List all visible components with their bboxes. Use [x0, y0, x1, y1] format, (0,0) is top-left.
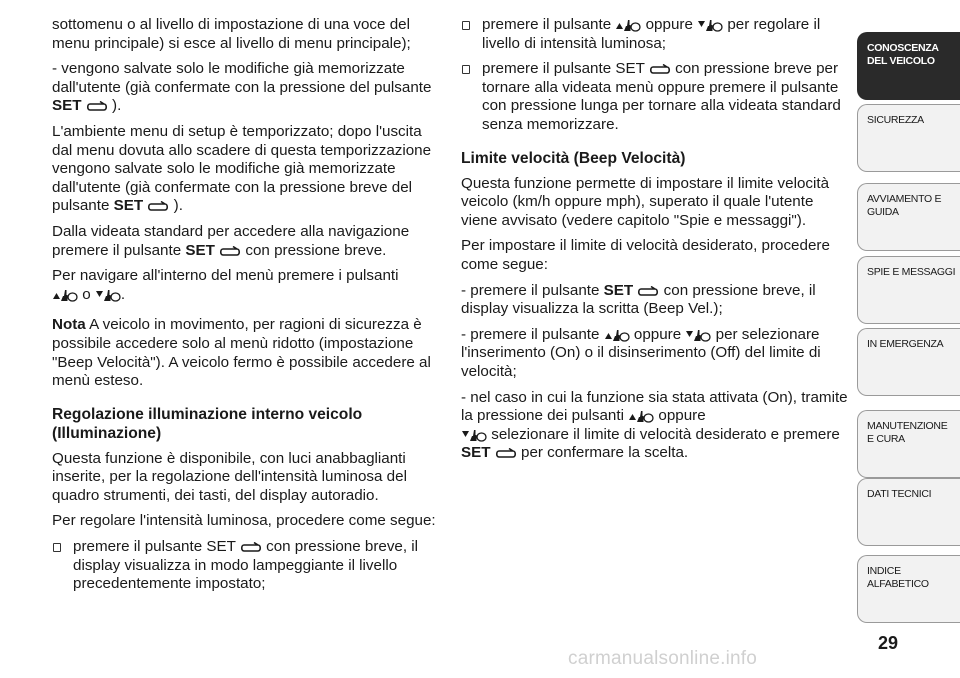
list-item: premere il pulsante SET con pressione breve per tornare alla videata menù oppure premere il pulsante con pressione lunga per tornare alla videata standard senza memorizzare.	[461, 60, 849, 134]
set-label: SET	[113, 197, 144, 215]
tab-sicurezza[interactable]: SICUREZZA	[857, 104, 960, 172]
set-return-arrow-icon	[86, 101, 108, 113]
bullet-box-icon	[462, 21, 470, 30]
up-button-icon	[52, 286, 78, 302]
set-label: SET	[603, 281, 634, 299]
tab-in-emergenza[interactable]: IN EMERGENZA	[857, 328, 960, 396]
set-return-arrow-icon	[219, 246, 241, 258]
paragraph: - vengono salvate solo le modifiche già memorizzate dall'utente (già confermate con la pressione del pulsante SET ).	[52, 60, 432, 115]
left-column	[52, 16, 437, 601]
paragraph: Per navigare all'interno del menù premere i pulsanti o .	[52, 267, 399, 303]
paragraph: Dalla videata standard per accedere alla navigazione	[52, 222, 410, 240]
paragraph: - nel caso in cui la funzione sia stata attivata (On), tramite la pressione dei pulsanti oppure selezionare il limite di velocità desiderato e premere SET per confermare la scelta.	[461, 388, 848, 462]
set-label: SET	[52, 97, 82, 115]
paragraph: sottomenu o al livello di impostazione di una voce del menu principale) si esce al livello di menu principale);	[52, 16, 411, 52]
chapter-sidebar	[856, 0, 960, 678]
paragraph: Questa funzione è disponibile, con luci anabbaglianti inserite, per la regolazione dell'intensità luminosa del quadro strumenti, dei tasti, del display autoradio.	[52, 449, 407, 504]
down-button-icon	[697, 16, 723, 32]
note-label: Nota	[52, 316, 86, 334]
down-button-icon	[685, 326, 711, 342]
down-button-icon	[95, 286, 121, 302]
paragraph: - premere il pulsante SET con pressione breve, il display visualizza la scritta (Beep Vel.);	[461, 281, 816, 318]
up-button-icon	[615, 16, 641, 32]
up-button-icon	[628, 407, 654, 423]
paragraph: Questa funzione permette di impostare il limite velocità veicolo (km/h oppure mph), superato il quale l'utente viene avvisato (vedere capitolo "Spie e messaggi").	[461, 174, 830, 229]
tab-manutenzione-e-cura[interactable]: MANUTENZIONE E CURA	[857, 410, 960, 478]
tab-dati-tecnici[interactable]: DATI TECNICI	[857, 478, 960, 546]
section-heading-illumination: Regolazione illuminazione interno veicolo (Illuminazione)	[52, 405, 363, 442]
paragraph: Per impostare il limite di velocità desiderato, procedere come segue:	[461, 237, 830, 273]
list-item: premere il pulsante SET con pressione breve, il display visualizza in modo lampeggiante il livello precedentemente impostato;	[52, 538, 437, 594]
tab-avviamento-e-guida[interactable]: AVVIAMENTO E GUIDA	[857, 183, 960, 251]
tab-conoscenza-del-veicolo[interactable]: CONOSCENZA DEL VEICOLO	[857, 32, 960, 100]
set-return-arrow-icon	[637, 286, 659, 298]
section-heading-speed-limit: Limite velocità (Beep Velocità)	[461, 149, 686, 167]
down-button-icon	[461, 426, 487, 442]
list-item: premere il pulsante oppure per regolare il livello di intensità luminosa;	[461, 16, 849, 53]
set-label: SET	[461, 444, 491, 462]
page-number: 29	[877, 633, 898, 653]
set-return-arrow-icon	[495, 448, 517, 460]
set-label: SET	[185, 241, 215, 259]
paragraph: Per regolare l'intensità luminosa, procedere come segue:	[52, 512, 436, 530]
paragraph: L'ambiente menu di setup è temporizzato; dopo l'uscita dal menu dovuta allo scadere di questa temporizzazione vengono salvate solo le modifiche già memorizzate dall'utente (già confermate con la pressione breve del pulsante SET ).	[52, 122, 432, 215]
note: Nota A veicolo in movimento, per ragioni di sicurezza è possibile accedere solo al menù ridotto (impostazione "Beep Velocità"). A veicolo fermo è possibile accedere al menù esteso.	[52, 316, 431, 390]
bullet-box-icon	[462, 65, 470, 74]
right-column	[461, 16, 849, 470]
set-return-arrow-icon	[147, 201, 169, 213]
tab-spie-e-messaggi[interactable]: SPIE E MESSAGGI	[857, 256, 960, 324]
set-return-arrow-icon	[240, 542, 262, 554]
set-return-arrow-icon	[649, 64, 671, 76]
tab-indice-alfabetico[interactable]: INDICE ALFABETICO	[857, 555, 960, 623]
watermark: carmanualsonline.info	[568, 648, 758, 669]
paragraph: - premere il pulsante oppure per selezionare l'inserimento (On) o il disinserimento (Off) del limite di velocità;	[461, 325, 821, 380]
bullet-box-icon	[53, 543, 61, 552]
paragraph: premere il pulsante SET con pressione breve.	[52, 241, 387, 259]
up-button-icon	[604, 326, 630, 342]
